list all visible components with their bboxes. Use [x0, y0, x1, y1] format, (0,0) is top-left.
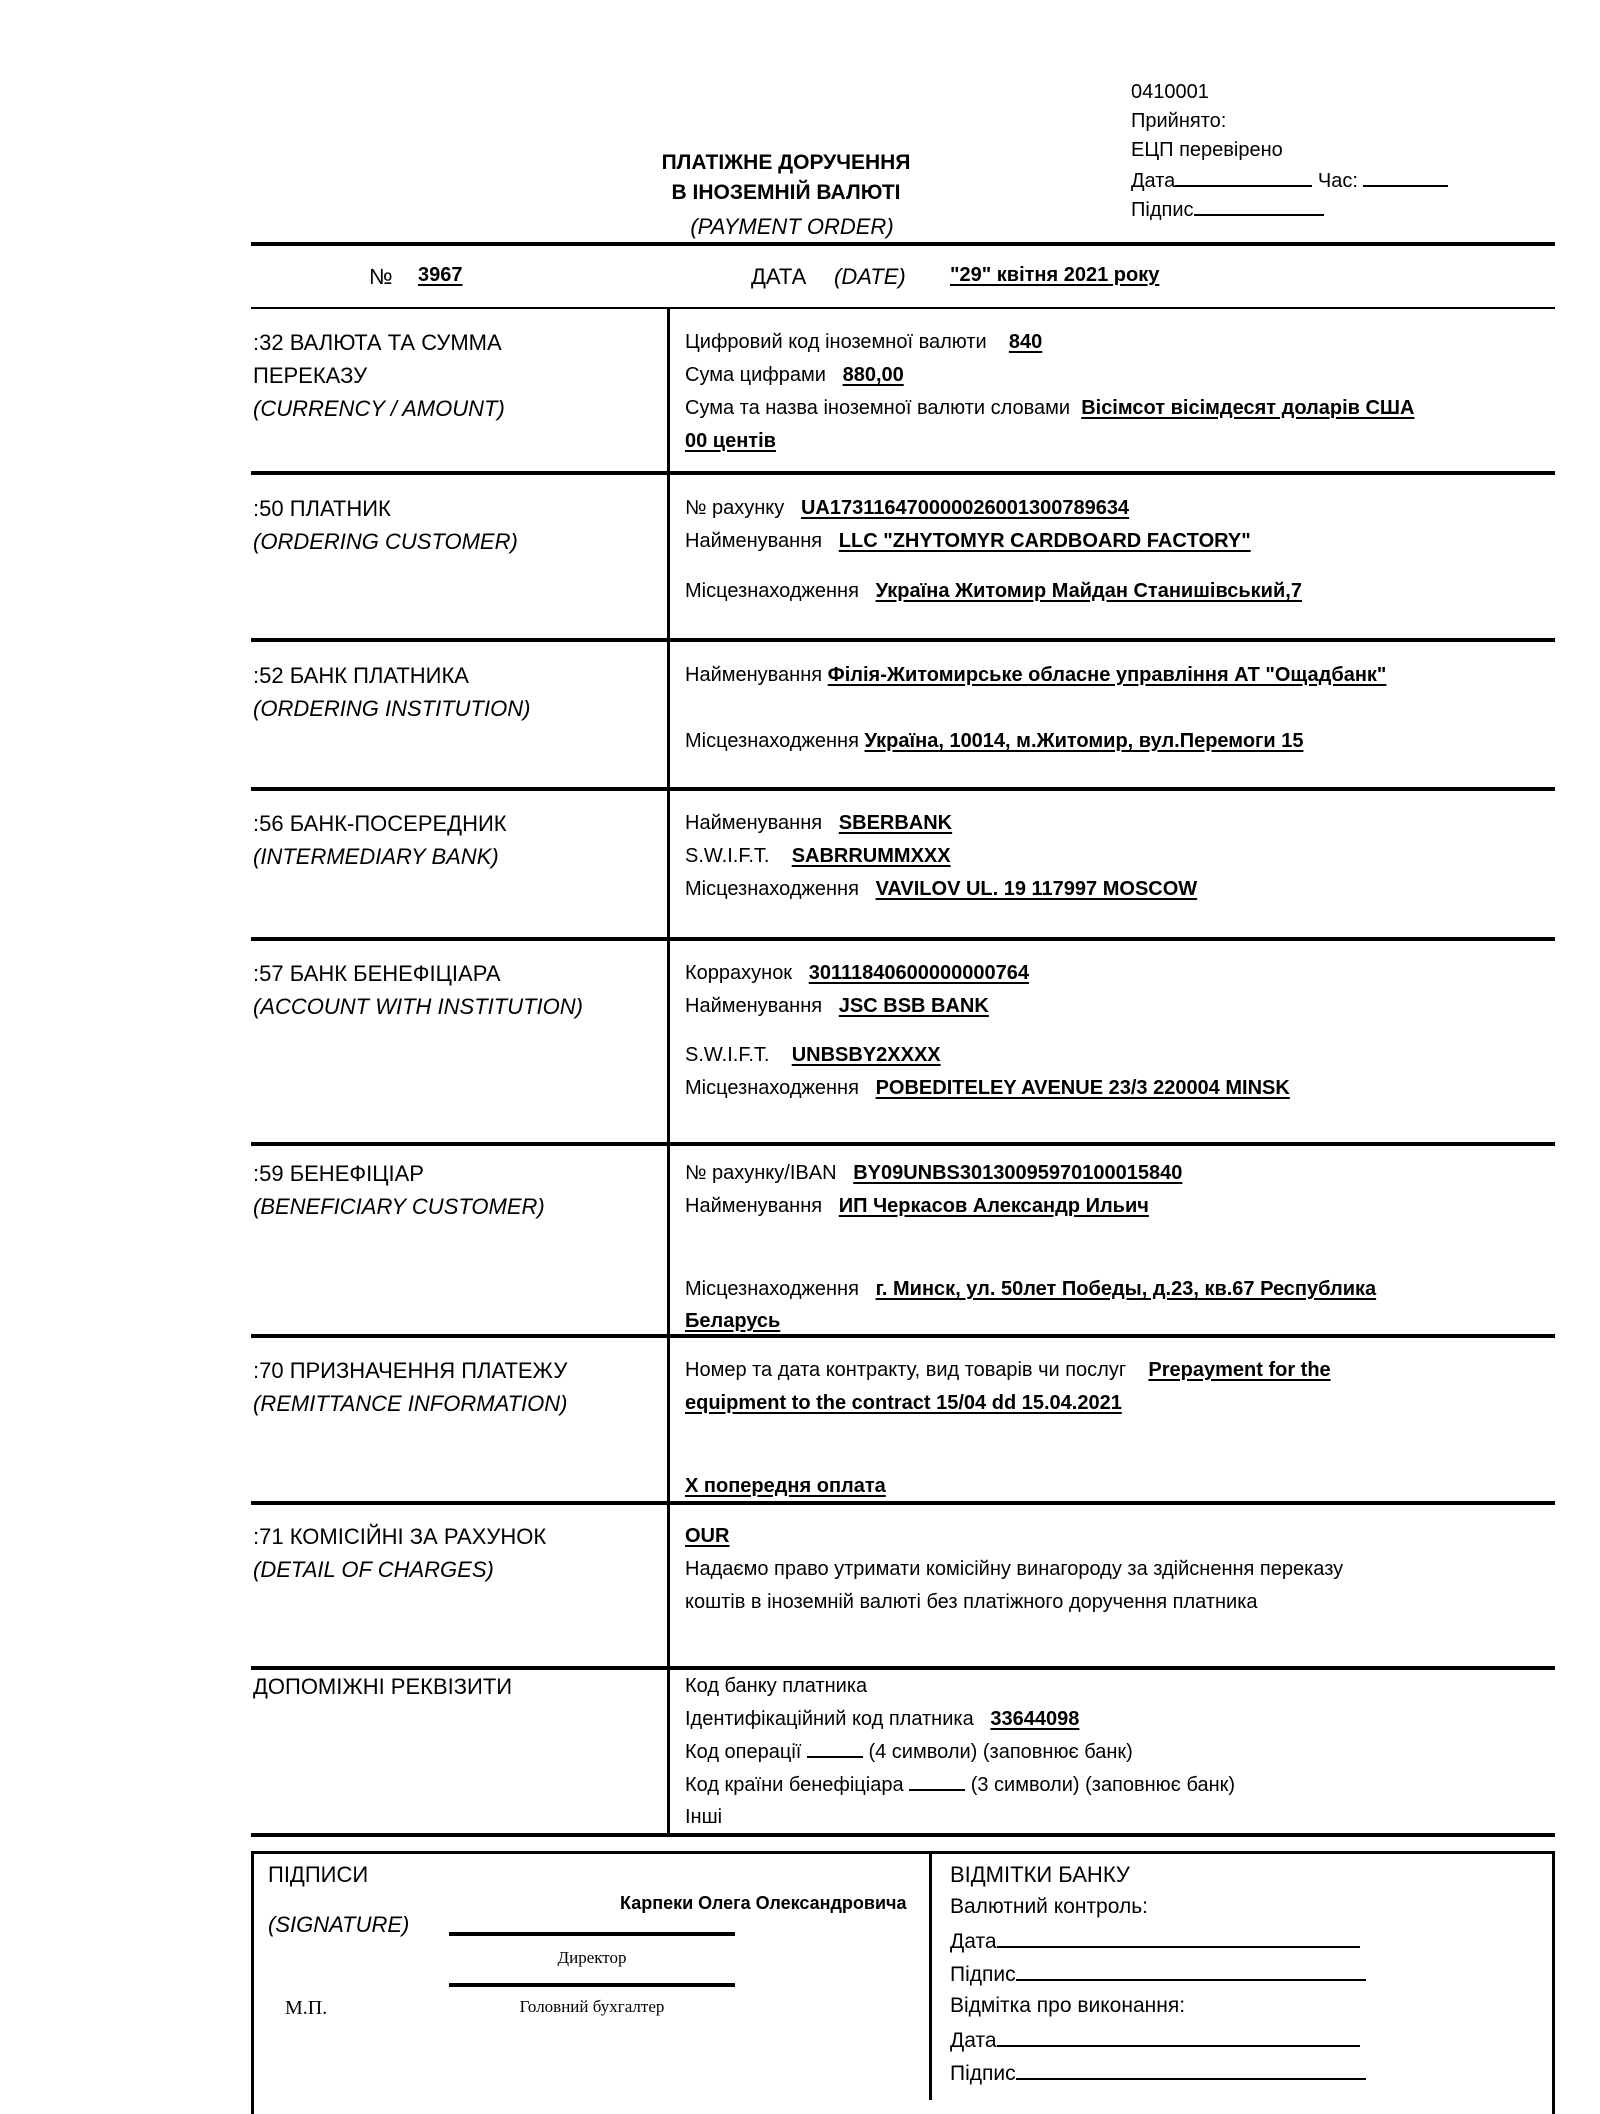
other-label: Інші	[685, 1806, 723, 1828]
execution-date-blank[interactable]	[997, 2027, 1360, 2047]
section-57-title-en: (ACCOUNT WITH INSTITUTION)	[253, 994, 583, 1019]
amount-words-label: Сума та назва іноземної валюти словами	[685, 397, 1071, 419]
aux-title: ДОПОМІЖНІ РЕКВІЗИТИ	[253, 1674, 513, 1699]
seal-label: М.П.	[285, 1997, 328, 2019]
charges-text-cont: коштів в іноземній валюті без платіжного доручення платника	[685, 1591, 1258, 1613]
row-rule	[251, 1501, 1555, 1505]
charges-text: Надаємо право утримати комісійну винагороду за здійснення переказу	[685, 1558, 1344, 1580]
column-divider	[667, 308, 670, 1835]
signatures-title-en: (SIGNATURE)	[268, 1912, 410, 1937]
stamp-date-row	[1131, 167, 1448, 193]
payer-account-label: № рахунку	[685, 497, 785, 519]
amount-value: 880,00	[842, 364, 904, 386]
beneficiary-bank-corr-value: 30111840600000000764	[808, 962, 1029, 984]
stamp-signature-label: Підпис	[1131, 199, 1194, 221]
aux-body	[685, 1670, 1545, 1832]
execution-date-row	[950, 2027, 1360, 2053]
section-56-title-en: (INTERMEDIARY BANK)	[253, 844, 499, 869]
currency-code-value: 840	[1008, 331, 1043, 353]
row-rule	[251, 1334, 1555, 1338]
execution-signature-row	[950, 2060, 1366, 2086]
eds-checked-label: ЕЦП перевірено	[1131, 139, 1283, 161]
aux-label	[253, 1670, 653, 1703]
payer-location-label: Місцезнаходження	[685, 580, 859, 602]
payer-bank-location-value: Україна, 10014, м.Житомир, вул.Перемоги 15	[864, 730, 1304, 752]
currency-code-label: Цифровий код іноземної валюти	[685, 331, 987, 353]
section-56-label	[253, 807, 653, 873]
section-57-label	[253, 957, 653, 1023]
section-71-body	[685, 1520, 1545, 1619]
row-rule	[251, 937, 1555, 941]
section-57-title: :57 БАНК БЕНЕФІЦІАРА	[253, 961, 501, 986]
section-59-body	[685, 1157, 1545, 1336]
signature-box-divider	[929, 1851, 932, 2100]
section-50-label	[253, 492, 653, 558]
row-rule	[251, 638, 1555, 642]
bank-signature-blank[interactable]	[1016, 1961, 1366, 1981]
bank-date-row	[950, 1928, 1360, 1954]
stamp-time-label: Час:	[1317, 170, 1358, 192]
beneficiary-bank-swift-value: UNBSBY2XXXX	[791, 1044, 941, 1066]
beneficiary-iban-value: BY09UNBS30130095970100015840	[853, 1162, 1183, 1184]
beneficiary-bank-location-value: POBEDITELEY AVENUE 23/3 220004 MINSK	[875, 1077, 1290, 1099]
number-label: №	[369, 264, 393, 289]
charges-value: OUR	[685, 1525, 730, 1547]
section-32-title-en: (CURRENCY / AMOUNT)	[253, 396, 505, 421]
payer-bank-code-label: Код банку платника	[685, 1675, 868, 1697]
signatures-title: ПІДПИСИ	[268, 1862, 369, 1887]
intermediary-swift-value: SABRRUMMXXX	[791, 845, 951, 867]
date-label-en: (DATE)	[834, 264, 906, 289]
section-70-body	[685, 1354, 1545, 1503]
section-59-title-en: (BENEFICIARY CUSTOMER)	[253, 1194, 545, 1219]
section-70-title-en: (REMITTANCE INFORMATION)	[253, 1391, 568, 1416]
amount-words-value: Вісімсот вісімдесят доларів США	[1081, 397, 1415, 419]
country-code-hint: (3 символи) (заповнює банк)	[970, 1774, 1236, 1796]
payer-name-value: LLC "ZHYTOMYR CARDBOARD FACTORY"	[838, 530, 1251, 552]
beneficiary-bank-location-label: Місцезнаходження	[685, 1077, 859, 1099]
date-label: ДАТА	[751, 264, 807, 289]
bank-signature-label: Підпис	[950, 1963, 1016, 1986]
beneficiary-bank-name-label: Найменування	[685, 995, 823, 1017]
stamp-date-label: Дата	[1131, 170, 1176, 192]
intermediary-location-value: VAVILOV UL. 19 117997 MOSCOW	[875, 878, 1198, 900]
execution-signature-blank[interactable]	[1016, 2060, 1366, 2080]
contract-value: Prepayment for the	[1148, 1359, 1331, 1381]
intermediary-swift-label: S.W.I.F.T.	[685, 845, 770, 867]
payer-bank-location-label: Місцезнаходження	[685, 730, 859, 752]
payer-id-code-value: 33644098	[990, 1708, 1080, 1730]
section-50-body	[685, 492, 1545, 608]
currency-control-label: Валютний контроль:	[950, 1895, 1148, 1918]
intermediary-location-label: Місцезнаходження	[685, 878, 859, 900]
section-56-body	[685, 807, 1545, 906]
beneficiary-name-label: Найменування	[685, 1195, 823, 1217]
payer-account-value: UA173116470000026001300789634	[800, 497, 1130, 519]
section-52-title: :52 БАНК ПЛАТНИКА	[253, 663, 469, 688]
form-code: 0410001	[1131, 81, 1209, 103]
operation-code-hint: (4 символи) (заповнює банк)	[868, 1741, 1133, 1763]
section-59-title: :59 БЕНЕФІЦІАР	[253, 1161, 424, 1186]
beneficiary-location-value-cont: Беларусь	[685, 1310, 781, 1332]
stamp-signature-row	[1131, 196, 1324, 222]
beneficiary-iban-label: № рахунку/IBAN	[685, 1162, 837, 1184]
stamp-time-blank	[1363, 167, 1448, 187]
section-32-label	[253, 326, 653, 425]
section-71-label	[253, 1520, 653, 1586]
execution-signature-label: Підпис	[950, 2062, 1016, 2085]
section-71-title-en: (DETAIL OF CHARGES)	[253, 1557, 494, 1582]
beneficiary-bank-corr-label: Коррахунок	[685, 962, 793, 984]
row-rule	[251, 1142, 1555, 1146]
country-code-label: Код країни бенефіціара	[685, 1774, 904, 1796]
bank-date-blank[interactable]	[997, 1928, 1360, 1948]
signer-name: Карпеки Олега Олександровича	[620, 1893, 907, 1913]
section-32-title: :32 ВАЛЮТА ТА СУММА	[253, 330, 502, 355]
execution-mark-label: Відмітка про виконання:	[950, 1994, 1186, 2017]
bank-marks-title: ВІДМІТКИ БАНКУ	[950, 1862, 1130, 1887]
section-52-body	[685, 659, 1545, 758]
section-50-title: :50 ПЛАТНИК	[253, 496, 391, 521]
beneficiary-name-value: ИП Черкасов Александр Ильич	[838, 1195, 1149, 1217]
header-rule	[251, 242, 1555, 246]
accountant-signature-line[interactable]	[449, 1983, 735, 1987]
table-bottom-rule	[251, 1833, 1555, 1837]
accepted-label: Прийнято:	[1131, 110, 1227, 132]
contract-label: Номер та дата контракту, вид товарів чи послуг	[685, 1359, 1127, 1381]
beneficiary-bank-swift-label: S.W.I.F.T.	[685, 1044, 770, 1066]
amount-label: Сума цифрами	[685, 364, 826, 386]
date-value: "29" квітня 2021 року	[950, 264, 1160, 286]
section-52-title-en: (ORDERING INSTITUTION)	[253, 696, 531, 721]
contract-value-cont: equipment to the contract 15/04 dd 15.04.2021	[685, 1392, 1122, 1414]
bank-date-label: Дата	[950, 1930, 997, 1953]
prepayment-flag: Х попередня оплата	[685, 1475, 886, 1497]
payer-bank-name-label: Найменування	[685, 664, 823, 686]
payer-location-value: Україна Житомир Майдан Станишівський,7	[875, 580, 1302, 602]
beneficiary-bank-name-value: JSC BSB BANK	[838, 995, 989, 1017]
section-57-body	[685, 957, 1545, 1105]
title-line-2: В ІНОЗЕМНІЙ ВАЛЮТІ	[671, 181, 901, 204]
section-56-title: :56 БАНК-ПОСЕРЕДНИК	[253, 811, 507, 836]
operation-code-label: Код операції	[685, 1741, 802, 1763]
section-70-title: :70 ПРИЗНАЧЕННЯ ПЛАТЕЖУ	[253, 1358, 568, 1383]
section-32-title-cont: ПЕРЕКАЗУ	[253, 363, 368, 388]
title-english: (PAYMENT ORDER)	[690, 214, 894, 239]
payer-bank-name-value: Філія-Житомирське обласне управління АТ "Ощадбанк"	[827, 664, 1387, 686]
stamp-signature-blank	[1194, 196, 1324, 216]
row-rule	[251, 471, 1555, 475]
title-line-1: ПЛАТІЖНЕ ДОРУЧЕННЯ	[661, 151, 911, 174]
payer-name-label: Найменування	[685, 530, 823, 552]
chief-accountant-label: Головний бухгалтер	[519, 1997, 665, 2016]
bank-signature-row	[950, 1961, 1366, 1987]
page-title	[586, 148, 986, 208]
intermediary-name-value: SBERBANK	[838, 812, 953, 834]
beneficiary-location-label: Місцезнаходження	[685, 1278, 859, 1300]
stamp-date-blank	[1175, 167, 1312, 187]
section-50-title-en: (ORDERING CUSTOMER)	[253, 529, 518, 554]
amount-words-value-cont: 00 центів	[685, 430, 776, 452]
section-59-label	[253, 1157, 653, 1223]
execution-date-label: Дата	[950, 2029, 997, 2052]
country-code-blank	[909, 1771, 965, 1791]
payer-id-code-label: Ідентифікаційний код платника	[685, 1708, 974, 1730]
number-value: 3967	[418, 264, 463, 286]
section-52-label	[253, 659, 653, 725]
table-top-rule	[251, 307, 1555, 309]
director-signature-line[interactable]	[449, 1932, 735, 1936]
director-label: Директор	[557, 1948, 627, 1967]
section-71-title: :71 КОМІСІЙНІ ЗА РАХУНОК	[253, 1524, 547, 1549]
beneficiary-location-value: г. Минск, ул. 50лет Победы, д.23, кв.67 Республика	[875, 1278, 1377, 1300]
section-70-label	[253, 1354, 653, 1420]
section-32-body	[685, 326, 1545, 458]
intermediary-name-label: Найменування	[685, 812, 823, 834]
operation-code-blank	[807, 1738, 863, 1758]
row-rule	[251, 787, 1555, 791]
